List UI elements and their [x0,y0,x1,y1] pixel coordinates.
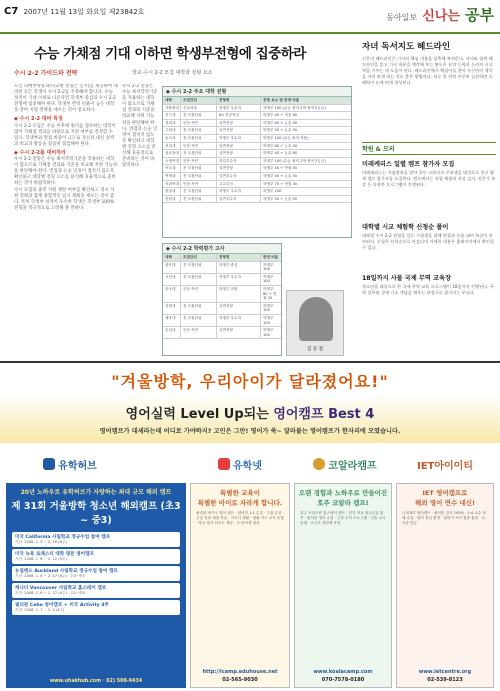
article-body-2-cont: 수시 2-2 전형은 수능 최저학력기준을 적용하는 대학이 많으므로 가채점 결과와 기준을 비교해 지원 가능성을 판단해야 한다. 면접과 논술 일정이 겹치지 않도록 확인하고 대학별 전형 요소를 분석해 효율적으로 준비하는 것이 바람직하다. [122,84,158,169]
ad-quote: "겨울방학, 우리아이가 달라졌어요!" [111,372,389,391]
table-cell: 숙명여대 [163,158,181,165]
article-intro: 요일 의예부박물과(학교별 전형은 일시)를 제공하여 대비한 모든 학생이 수시 2-2를 주목해야 합니다. 수능 성적이 기대 이하로 나온다면 학생부 중심의 수시 2-2 전형에 집중해야 한다. 학생부 반영 비율이 높은 대학을 찾아 지원 전략을 세우는 것이 중요하다. [14,84,118,114]
panel-url[interactable]: http://icamp.eduhouse.net [202,669,278,675]
table-cell: 학생부 100 (수능 최저 2개 영역 2등급) [263,105,326,110]
sidebar-headline: 자녀 독서지도 헤드라인 [362,42,451,52]
table-header-cell: 대학 [163,97,181,104]
table-body [163,105,351,204]
table-cell: 간호학과 [181,105,217,112]
camp-item-title: 미국 뉴욕 로체스터 대학 명문 영어캠프 [15,552,94,557]
article-subbar [14,68,354,80]
logo-iet[interactable] [400,449,490,479]
table-cell: 학업우수자 [217,158,261,165]
article-column-mid [122,84,158,356]
page-header [0,0,500,34]
panel-details: 국내 IET 영어캠프 · 원어민 강사 100% · 1:4 소수 정예 수업 · 영어 몰입 환경 · 말하기·쓰기 집중 훈련 · 수료증 발급 [402,511,486,525]
camp-item-detail: 기간: 2008. 1. 6 ~ 2. 12 (5주) [15,557,67,561]
article-deck: 학교·수시 2-2 모집 대학과 전형 요소 [132,70,213,76]
table-cell: 인문·자연 [181,286,217,302]
author-name: 김 동 철 [307,347,323,352]
table-cell: 인문·자연 [181,120,217,127]
ad-title-right: 영어캠프 Best 4 [273,407,375,422]
table-cell: 일반전형 [217,303,261,314]
sidebar-body: 신문의 헤드라인은 기사의 핵심 내용을 압축해 보여준다. 자녀와 함께 헤드라인을 읽고 기사 내용을 예측해 보는 활동은 요약 능력과 논리적 사고력을 키우는 데 도움이 된다. 헤드라인에서 핵심어를 찾아 자신만의 제목을 지어 보게 하는 것도 좋은 방법이다. 하루 한 편씩 꾸준히 실천하면 독해력이 눈에 띄게 향상된다. [362,56,493,85]
camp-item[interactable] [12,532,180,547]
table-cell: 고교추천 [217,181,261,188]
panel-title-2: 호주 코알라 캠프! [317,499,369,507]
article-lead-label: 수시 2-2 가이드와 전략 [14,70,78,77]
table-row [163,143,351,151]
sidebar-subhead-3: 18일까지 사물 국제 무역 교육장 [362,275,451,282]
table-cell: 한양대 [163,196,181,203]
table-row [163,262,281,274]
panel-details: 필리핀 바기오 영어 캠프 · 원어민 1:1 수업 · 그룹 수업 · 주말 현장 체험 학습 · 기숙사 생활 · 생활 지도 교사 동행 · 학습 평가 리포트 제공 · 초·중학생 대상 [196,511,284,525]
table-header-cell: 전형명 [217,254,261,261]
table-cell: 일반전형 [217,165,261,172]
table-cell: 학생부 우수자 [217,274,261,285]
table-cell: 광운대 [163,262,181,273]
table-cell: 학생부 우수자 [217,188,261,195]
logo-uhaknet[interactable] [190,449,290,479]
table-cell: 이화여대 [163,181,181,188]
table-cell: 전 모집단위 [181,196,217,203]
table-cell: 학생부 50 + 논술 50 [263,173,298,178]
table-cell: 중앙대 [163,188,181,195]
camp-item-detail: 기간: 2008. 1. 6 ~ 2. 17 (6주) · 초3~중3 [15,574,85,578]
sidebar-box-title: 학원 & 모의 [362,142,496,155]
koala-icon [313,458,325,470]
table-row [163,105,351,113]
article-subhead-1: ◆ 수시 2-2 대비 특징 [14,116,63,123]
panel-title: IET 영어캠프로 [422,489,468,497]
table-row [163,158,351,166]
table-cell: 전 모집단위 [181,173,217,180]
table-cell: 학생부 50 + 면접 50 [263,166,298,171]
ad-subtitle: 영어캠프가 대세라는데 어디로 가야하지? 고민은 그만! 영어가 쑥~ 달라붙는 영어캠프가 한자리에 모였습니다. [99,428,401,435]
table-cell: 학생부 100 [263,189,282,194]
table-cell: 학생부 전형 [217,286,261,302]
table-cell: 전 모집단위 [181,135,217,142]
camp-item-detail: 기간: 2008. 1. 6 ~ 2. 17 (6주) · 초2~중3 [15,591,85,595]
table-title: ◆ 수시 2-2 주요 대학 전형 [163,87,351,97]
logo-text: 유학넷 [233,460,262,472]
panel-title: 특별한 교육이 [220,489,260,497]
table-cell: 일반우수자 [217,173,261,180]
table-cell: 학생부 100 [263,303,274,313]
ad-logo-row [10,449,490,479]
table-cell: 세종대 [163,315,181,326]
table-row [163,150,351,158]
table-cell: 학생부 100 (수능 최저 적용) [263,135,309,140]
camp-item-detail: 기간: 2008. 1. 5 ~ 2. 16 (6주) [15,540,67,544]
camp-item-detail: 기간: 2008. 1. 7 ~ 2. 3 (4주) [15,608,65,612]
logo-text: 코알라캠프 [328,460,377,472]
table-header-row [163,97,351,105]
panel-header: 20년 노하우로 유학허브가 자랑하는 최대 규모 해외 캠프 [20,489,172,496]
table-title: ◆ 수시 2-2 학력평가 고사 [163,244,281,254]
camp-item[interactable] [12,549,180,564]
person-silhouette-icon [299,297,333,341]
table-cell: 전 모집단위 [181,150,217,157]
table-row [163,181,351,189]
table-row [163,303,281,315]
article-body-2: 수시 2-2 전형은 수능 최저학력기준을 적용하는 대학이 많으므로 가채점 결과와 기준을 비교해 지원 가능성을 판단해야 한다. 면접과 논술 일정이 겹치지 않도록 확인하고 대학별 전형 요소를 분석해 효율적으로 준비하는 것이 바람직하다. [14,157,118,187]
table-cell: KU 전공적성 [217,112,261,119]
panel-url[interactable]: www.ietcentre.org [418,669,472,675]
table-cell: 국민대 [163,274,181,285]
table-cell: 동국대 [163,135,181,142]
table-univ-screening [162,86,352,238]
table-test-schedule [162,243,282,356]
table-cell: 경희대 [163,120,181,127]
logo-text: 유학허브 [58,460,97,472]
table-cell: 가톨릭대 [163,105,181,112]
table-cell: 고려대 [163,127,181,134]
camp-item[interactable] [12,566,180,581]
table-row [163,315,281,327]
table-header-cell: 모집단위 [181,97,217,104]
table-cell: 일반전형 [217,150,261,157]
sidebar-subhead-1: 미래케리스 일렬 캠프 참가자 모집 [362,161,455,168]
table-cell: 학생부 60 + 논술 40 [263,120,298,125]
table-cell: 학생부 50 + 논술 50 [263,128,298,133]
table-cell: 전 모집단위 [181,303,217,314]
table-cell: 성균관대 [163,150,181,157]
table-cell: 연세대 [163,173,181,180]
ad-panel-uhaknet[interactable] [190,483,290,688]
table-cell: 학생부 60 + 논술 40 [263,143,298,148]
ad-panel-uhakhub[interactable] [6,483,186,688]
table-cell: 전 모집단위 [181,112,217,119]
ad-panel-iet[interactable] [396,483,494,688]
panel-phone: 02-565-9030 [222,677,258,683]
camp-item[interactable] [12,583,180,598]
article-subhead-2: ◆ 수시 2-2를 대비하라 [14,149,66,156]
globe-icon [43,458,55,470]
author-photo [286,290,344,356]
table-row [163,286,281,303]
table-cell: 학생부 70 + 면접 30 [263,181,298,186]
table-header-row [163,254,281,262]
table-header-cell: 전형명 [217,97,261,104]
camp-item-title: 필리핀 Cebu 영어캠프 + 미국 Activity 4주 [15,603,109,608]
table-row [163,135,351,143]
table-row [163,196,351,204]
logo-uhakhub[interactable] [10,449,130,479]
brand-sinnaneun: 신나는 [422,9,460,24]
table-cell: 전 모집단위 [181,315,217,326]
brand-gongbu: 공부 [465,6,494,24]
table-cell: 아주대 [163,165,181,172]
article-body-1: 수시 2-2 모집은 수능 이후에 원서를 접수하는 대학이 많아 가채점 결과를 바탕으로 지원 여부를 결정할 수 있다. 학생부와 면접 비중이 크므로 자신의 내신 성적과 비교과 활동을 꼼꼼히 점검해야 한다. [14,123,116,147]
table-cell: 인문·자연 [181,181,217,188]
panel-contact: www.uhakhub.com · 02) 508-9434 [49,679,143,684]
english-camp-advertisement [0,361,500,691]
table-cell: 학생부 80 + 면접 20 [263,286,277,301]
table-cell: 전 모집단위 [181,165,217,172]
logo-koalacamp[interactable] [300,449,390,479]
sidebar-body-b: 대학별 수시 2-2 전형을 앞둔 수험생을 위해 면접과 논술 대비 특강이 마련된다. 신청은 선착순으로 마감되며 자세한 내용은 홈페이지에서 확인할 수 있다. [362,233,495,250]
table-row [163,274,281,286]
table-cell: 학생부 100 (수능 최저 2개 영역 2등급) [263,158,326,163]
table-cell: 인문·자연 [181,143,217,150]
panel-title-2: 해외 영어 연수 대신! [415,499,475,507]
table-row [163,120,351,128]
table-header-cell: 대학 [163,254,181,261]
table-header-cell: 반영 비율 [263,255,279,259]
panel-url[interactable]: www.koalacamp.com [313,669,373,675]
logo-text: IET아이이티 [416,460,473,472]
table-row [163,112,351,120]
table-cell: 전 모집단위 [181,262,217,273]
table-cell: 전 모집단위 [181,127,217,134]
article-body-3: 수시 모집의 중복 지원 제한 여부를 확인하고 정시 지원 전략과 함께 종합적인 입시 계획을 세우는 것이 좋다. 특히 학생부 성적이 우수한 학생은 학생부 100% 전형을 적극적으로 고려해 볼 만하다. [14,187,115,211]
table-cell: 건국대 [163,112,181,119]
table-header-cell: 모집단위 [181,254,217,261]
table-cell: 학생부 100 [263,274,274,284]
camp-item[interactable] [12,600,180,615]
table-cell: 일반전형 [217,127,261,134]
table-cell: 숭실대 [163,327,181,338]
panel-title-2: 특별한 아이로 자라게 합니다. [197,499,283,507]
camp-item-title: 미국 California 사립학교 정규수업 참여 캠프 [15,535,111,540]
table-cell: 일반우수자 [217,196,261,203]
table-cell: 학생부 중심 [217,262,261,273]
table-cell: 인문·자연 [181,158,217,165]
table-cell: 학생부 40 + 적성 60 [263,113,298,118]
table-cell: 학생부 100 [263,315,274,325]
sidebar-column [362,40,496,314]
page-info [4,6,144,17]
issue-date: 2007년 11월 13일 화요일 [23,8,107,16]
table-cell: 학생부 우수자 [217,105,261,112]
table-cell: 상명대 [163,303,181,314]
table-cell: 일반전형 [217,327,261,338]
table-cell: 전 모집단위 [181,188,217,195]
table-row [163,127,351,135]
table-cell: 일반전형 [217,120,261,127]
camp-item-title: 캐나다 Vancouver 사립학교 홈스테이 캠프 [15,586,107,591]
ad-panel-koalacamp[interactable] [294,483,392,688]
table-cell: 학생부 우수자 [217,315,261,326]
table-cell: 학생부 40 + 논술 60 [263,151,298,156]
table-cell: 전 모집단위 [181,274,217,285]
section-brand [386,4,494,25]
panel-details: 호주 브리즈번 홈스테이 캠프 · 현지 학교 정규수업 참여 · 원어민 영어 수업 · 주말 투어 프로그램 · 인솔 교사 동행 · 소규모 정원제 운영 [300,511,386,525]
issue-number: 제23842호 [108,8,145,16]
sidebar-body-a: 미래케리스는 겨울방학을 맞아 초등 고학년과 중학생을 대상으로 진로 탐색 캠프 참가자를 모집한다. 캠프에서는 직업 체험과 적성 검사, 전문가 특강 등 다양한 프로그램이 진행된다. [362,170,496,187]
table-header-cell: 전형 요소 및 반영 비율 [263,98,300,102]
panel-phone: 02-539-8123 [427,677,463,683]
ad-title [0,403,500,422]
table-cell: 일반전형 [217,143,261,150]
table-row [163,173,351,181]
sidebar-subhead-2: 대학별 시교 체험학 신청순 폴이 [362,224,449,231]
ad-title-left: 영어실력 Level Up되는 [125,407,269,422]
table-cell: 서강대 [163,143,181,150]
table-body [163,262,281,340]
table-cell: 학생부 100 [263,262,274,272]
article-headline: 수능 가채점 기대 이하면 학생부전형에 집중하라 [34,46,306,62]
table-cell: 단국대 [163,286,181,302]
table-row [163,188,351,196]
table-row [163,327,281,339]
table-cell: 인문·자연 [181,327,217,338]
sidebar-body-c: 청소년을 대상으로 한 국제 무역 교육 프로그램이 18일까지 진행된다. 무역 실무와 경제 기초 개념을 배우는 과정으로 참가비는 무료다. [362,284,494,295]
article-column-left [14,84,118,356]
table-row [163,165,351,173]
page-number: C7 [4,6,19,17]
table-cell: 학생부 100 [263,328,274,337]
brand-donga: 동아일보 [386,13,418,22]
star-icon [218,458,230,470]
panel-title: 오랜 경험과 노하우로 만들어진 [298,489,388,497]
panel-phone: 070-7578-0180 [321,677,365,683]
table-cell: 학생부 우수자 [217,135,261,142]
panel-headline: 제 31회 거울방학 청소년 해외캠프 (초3 ~ 중3) [11,501,181,526]
camp-item-title: 뉴질랜드 Auckland 사립학교 정규수업 참여 캠프 [15,569,118,574]
table-cell: 학생부 50 + 논술 50 [263,196,298,201]
